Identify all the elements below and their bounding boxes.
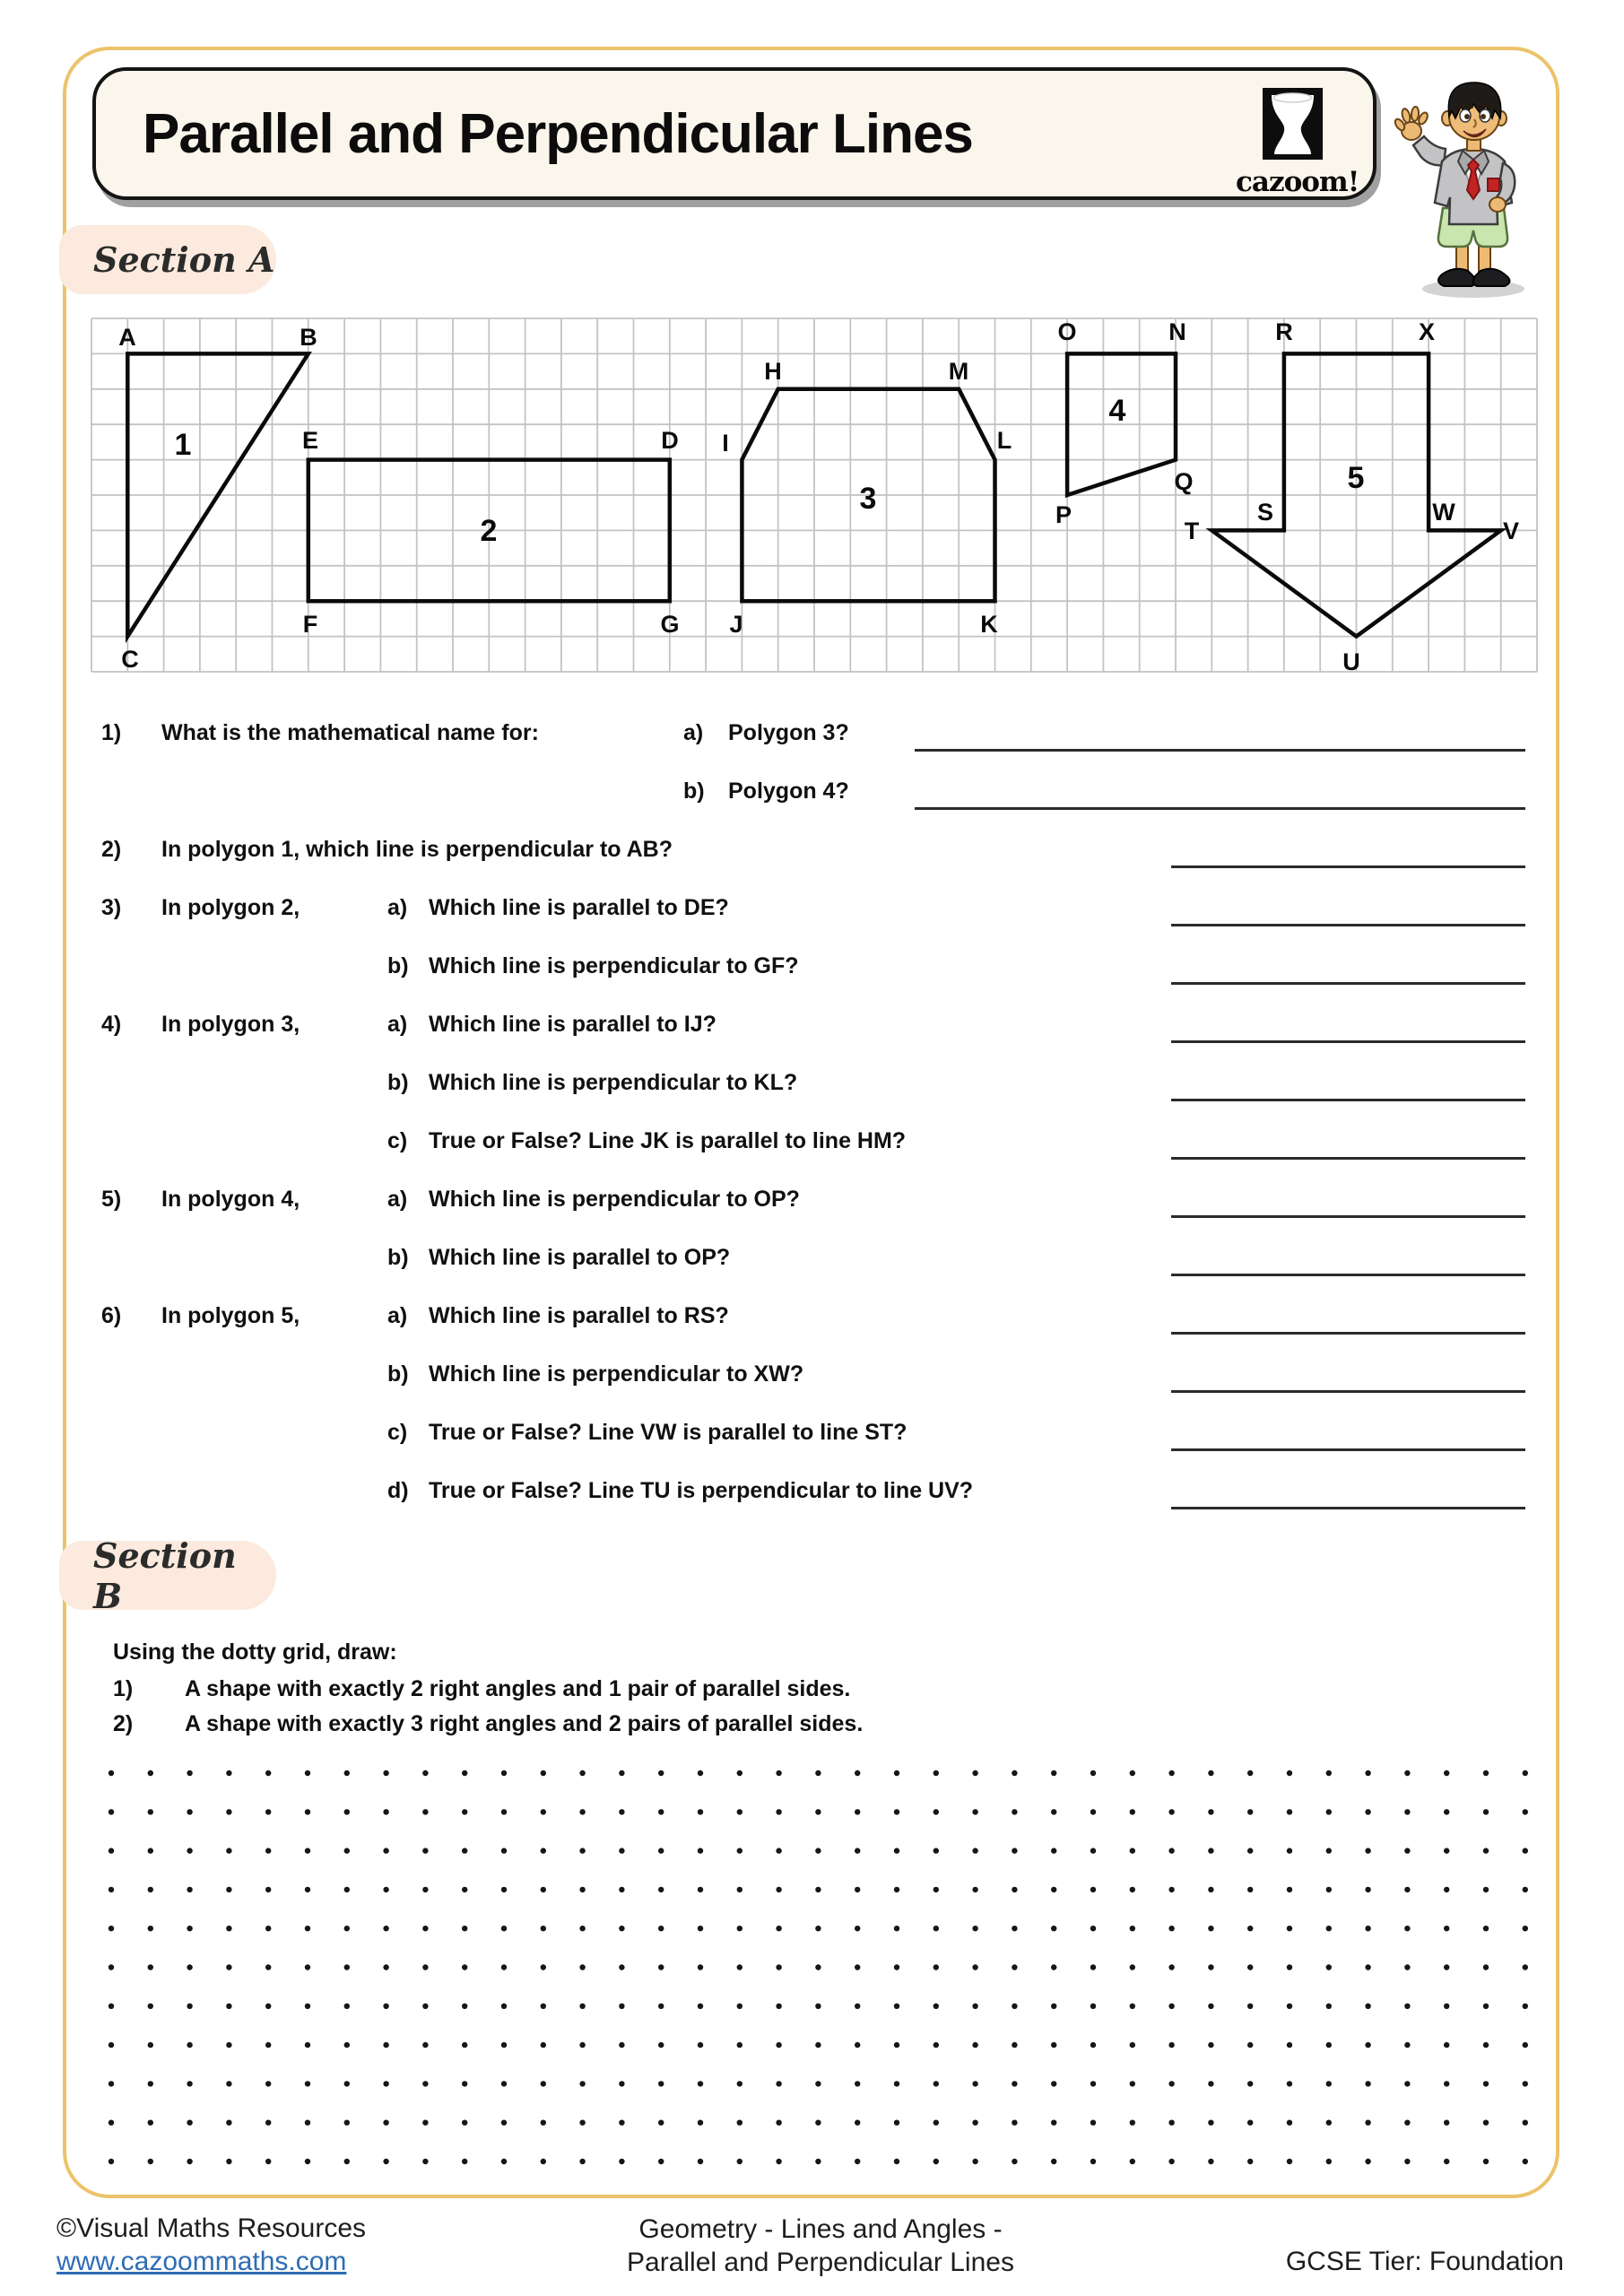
footer-topic-line1: Geometry - Lines and Angles -: [638, 2214, 1003, 2244]
section-b-text: Section B: [93, 1535, 237, 1616]
question-text: True or False? Line TU is perpendicular to line UV?: [429, 1478, 974, 1503]
question-sub-letter: b): [387, 1361, 409, 1387]
footer-topic-line2: Parallel and Perpendicular Lines: [627, 2247, 1014, 2277]
vertex-label-J: J: [729, 611, 743, 638]
answer-line[interactable]: [1171, 865, 1525, 868]
vertex-label-P: P: [1055, 501, 1073, 528]
vertex-label-S: S: [1256, 499, 1274, 526]
answer-line[interactable]: [1171, 1215, 1525, 1218]
vertex-label-B: B: [300, 324, 317, 351]
question-text: True or False? Line VW is parallel to line ST?: [429, 1420, 908, 1445]
footer-tier: GCSE Tier: Foundation: [1285, 2247, 1564, 2276]
vertex-label-A: A: [118, 324, 136, 351]
answer-line[interactable]: [1171, 1099, 1525, 1101]
answer-line[interactable]: [1171, 1040, 1525, 1043]
question-stem: In polygon 5,: [161, 1303, 300, 1328]
question-stem: In polygon 4,: [161, 1187, 300, 1212]
polygon-number-2: 2: [480, 514, 498, 548]
answer-line[interactable]: [1171, 1332, 1525, 1335]
question-stem: What is the mathematical name for:: [161, 720, 539, 745]
question-sub-letter: a): [387, 1012, 408, 1037]
question-number: 1): [101, 720, 122, 745]
footer-credit: ©Visual Maths Resources: [56, 2213, 367, 2243]
question-text: Which line is parallel to RS?: [429, 1303, 729, 1328]
footer-website-link[interactable]: www.cazoommaths.com: [56, 2247, 347, 2276]
polygon-number-5: 5: [1347, 461, 1365, 495]
vertex-label-V: V: [1502, 517, 1520, 544]
question-text: Which line is parallel to DE?: [429, 895, 729, 920]
question-stem: In polygon 1, which line is perpendicular to AB?: [161, 837, 673, 862]
polygon-number-4: 4: [1108, 394, 1126, 428]
question-sub-letter: d): [387, 1478, 409, 1503]
question-stem: In polygon 2,: [161, 895, 300, 920]
answer-line[interactable]: [915, 807, 1525, 810]
question-sub-letter: a): [387, 1187, 408, 1212]
question-sub-letter: b): [683, 778, 705, 804]
vertex-label-O: O: [1057, 318, 1077, 345]
question-sub-letter: a): [387, 895, 408, 920]
answer-line[interactable]: [1171, 1390, 1525, 1393]
vertex-label-T: T: [1184, 517, 1200, 544]
question-sub-letter: c): [387, 1420, 408, 1445]
vertex-label-G: G: [660, 611, 680, 638]
section-b-instruction: Using the dotty grid, draw:: [113, 1639, 397, 1665]
question-sub-letter: b): [387, 953, 409, 978]
question-text: Which line is perpendicular to XW?: [429, 1361, 804, 1387]
answer-line[interactable]: [915, 749, 1525, 752]
question-sub-letter: a): [387, 1303, 408, 1328]
answer-line[interactable]: [1171, 982, 1525, 985]
question-sub-letter: a): [683, 720, 704, 745]
question-text: Which line is parallel to OP?: [429, 1245, 731, 1270]
question-sub-letter: b): [387, 1245, 409, 1270]
question-text: Which line is parallel to IJ?: [429, 1012, 716, 1037]
question-number: 2): [101, 837, 122, 862]
vertex-label-X: X: [1418, 318, 1436, 345]
vertex-label-L: L: [996, 427, 1012, 454]
question-text: Which line is perpendicular to OP?: [429, 1187, 800, 1212]
logo-wordmark: cazoom!: [1236, 166, 1359, 198]
question-text: Polygon 3?: [728, 720, 849, 745]
sb-item-number: 1): [113, 1676, 134, 1701]
answer-line[interactable]: [1171, 1157, 1525, 1160]
sb-item-number: 2): [113, 1711, 134, 1736]
vertex-label-F: F: [302, 611, 318, 638]
answer-line[interactable]: [1171, 924, 1525, 926]
vertex-label-K: K: [980, 611, 998, 638]
polygon-number-1: 1: [174, 428, 192, 462]
sb-item-text: A shape with exactly 2 right angles and 1 pair of parallel sides.: [185, 1676, 851, 1701]
question-number: 3): [101, 895, 122, 920]
footer-topic: [359, 2213, 1282, 2280]
question-number: 5): [101, 1187, 122, 1212]
vertex-label-D: D: [661, 427, 679, 454]
vertex-label-I: I: [722, 430, 729, 457]
vertex-label-W: W: [1432, 499, 1455, 526]
answer-line[interactable]: [1171, 1274, 1525, 1276]
vertex-label-E: E: [301, 427, 319, 454]
vertex-label-U: U: [1342, 648, 1360, 675]
answer-line[interactable]: [1171, 1448, 1525, 1451]
question-sub-letter: c): [387, 1128, 408, 1153]
question-text: Which line is perpendicular to GF?: [429, 953, 799, 978]
question-number: 6): [101, 1303, 122, 1328]
polygon-number-3: 3: [859, 482, 877, 516]
answer-line[interactable]: [1171, 1507, 1525, 1509]
question-text: Polygon 4?: [728, 778, 849, 804]
vertex-label-H: H: [764, 358, 782, 385]
question-text: True or False? Line JK is parallel to line HM?: [429, 1128, 907, 1153]
question-text: Which line is perpendicular to KL?: [429, 1070, 798, 1095]
section-b-label: [59, 1535, 276, 1616]
vertex-label-N: N: [1168, 318, 1186, 345]
sb-item-text: A shape with exactly 3 right angles and 2 pairs of parallel sides.: [185, 1711, 864, 1736]
vertex-label-M: M: [948, 358, 969, 385]
question-stem: In polygon 3,: [161, 1012, 300, 1037]
dotty-grid: [109, 1770, 1528, 2164]
page-title: Parallel and Perpendicular Lines: [143, 102, 973, 165]
vertex-label-C: C: [121, 646, 139, 673]
question-sub-letter: b): [387, 1070, 409, 1095]
section-a-text: Section A: [93, 239, 275, 280]
vertex-label-Q: Q: [1174, 468, 1194, 495]
question-number: 4): [101, 1012, 122, 1037]
vertex-label-R: R: [1275, 318, 1293, 345]
